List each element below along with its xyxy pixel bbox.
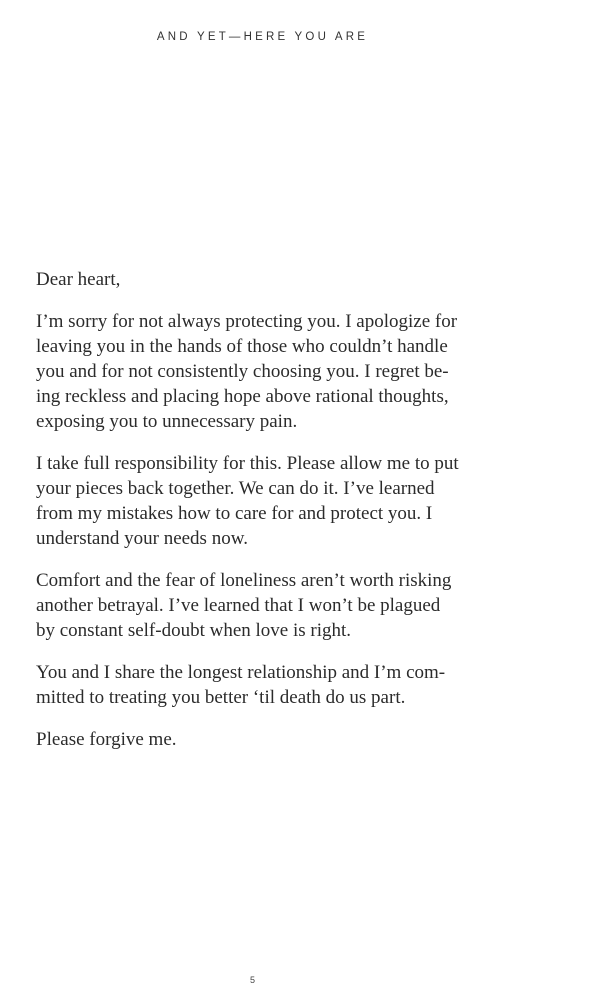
paragraph-1	[36, 309, 491, 434]
text-line: another betrayal. I’ve learned that I won’t be plagued	[36, 595, 441, 616]
running-head: AND YET—HERE YOU ARE	[156, 31, 369, 43]
text-line: You and I share the longest relationship and I’m com-	[36, 662, 446, 683]
page-number: 5	[249, 975, 255, 985]
text-line: Comfort and the fear of loneliness aren’t worth risking	[36, 570, 452, 591]
paragraph-4	[36, 660, 491, 710]
letter-body	[36, 267, 491, 769]
text-line: exposing you to unnecessary pain.	[36, 411, 298, 432]
text-line: I take full responsibility for this. Please allow me to put	[36, 453, 459, 474]
paragraph-3	[36, 568, 491, 643]
closing-line: Please forgive me.	[36, 729, 177, 750]
text-line: leaving you in the hands of those who couldn’t handle	[36, 336, 448, 357]
text-line: your pieces back together. We can do it. I’ve learned	[36, 478, 435, 499]
paragraph-2	[36, 451, 491, 551]
text-line: you and for not consistently choosing you. I regret be-	[36, 361, 449, 382]
text-line: I’m sorry for not always protecting you. I apologize for	[36, 311, 458, 332]
text-line: mitted to treating you better ‘til death do us part.	[36, 687, 406, 708]
text-line: understand your needs now.	[36, 528, 248, 549]
text-line: ing reckless and placing hope above rational thoughts,	[36, 386, 449, 407]
text-line: by constant self-doubt when love is right.	[36, 620, 352, 641]
text-line: from my mistakes how to care for and protect you. I	[36, 503, 433, 524]
salutation: Dear heart,	[36, 269, 121, 290]
